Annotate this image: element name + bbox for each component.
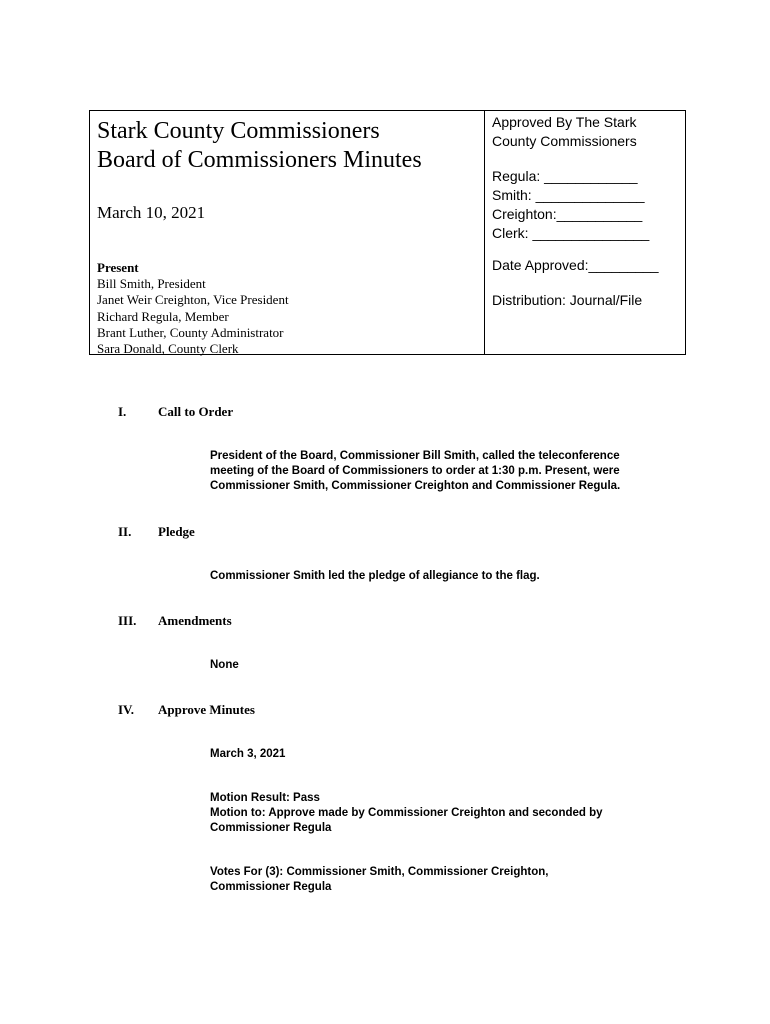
signature-regula: Regula: ____________ [492, 168, 638, 184]
present-member: Richard Regula, Member [97, 308, 229, 324]
date-approved-line: Date Approved:_________ [492, 257, 659, 273]
document-title-line-1: Stark County Commissioners [97, 118, 380, 144]
minutes-header-box [89, 110, 686, 355]
amendments-text: None [210, 659, 239, 671]
signature-lines [492, 167, 649, 243]
section-title-call-to-order: Call to Order [158, 404, 234, 419]
present-member: Janet Weir Creighton, Vice President [97, 292, 289, 308]
signature-creighton: Creighton:___________ [492, 206, 643, 222]
votes-text: Votes For (3): Commissioner Smith, Commissioner Creighton, Commissioner Regula [210, 866, 549, 893]
column-divider [484, 111, 485, 354]
minutes-date-text: March 3, 2021 [210, 748, 286, 760]
present-member: Bill Smith, President [97, 276, 206, 291]
section-number: II. [118, 524, 132, 539]
section-number: III. [118, 613, 137, 628]
present-heading: Present [97, 260, 139, 275]
section-title-pledge: Pledge [158, 524, 195, 539]
signature-smith: Smith: ______________ [492, 187, 645, 203]
signature-clerk: Clerk: _______________ [492, 225, 650, 241]
section-title-approve-minutes: Approve Minutes [158, 702, 255, 717]
distribution-line: Distribution: Journal/File [492, 292, 643, 308]
call-to-order-text: President of the Board, Commissioner Bill Smith, called the teleconference meeting of the Board of Commissioners to order at 1:30 p.m. Present, were Commissioner Smith, Commissioner Creighton and Commissioner Regula. [210, 450, 621, 492]
section-title-amendments: Amendments [158, 613, 232, 628]
motion-text: Motion Result: Pass Motion to: Approve made by Commissioner Creighton and seconded by Commissioner Regula [210, 792, 603, 834]
present-member: Sara Donald, County Clerk [97, 341, 239, 357]
meeting-date: March 10, 2021 [97, 203, 206, 222]
section-number: IV. [118, 702, 135, 717]
approval-statement: Approved By The Stark County Commissioners [492, 114, 637, 149]
section-number: I. [118, 404, 127, 419]
pledge-text: Commissioner Smith led the pledge of allegiance to the flag. [210, 570, 540, 582]
document-title-line-2: Board of Commissioners Minutes [97, 147, 422, 173]
present-member: Brant Luther, County Administrator [97, 324, 284, 340]
present-list [97, 276, 289, 357]
